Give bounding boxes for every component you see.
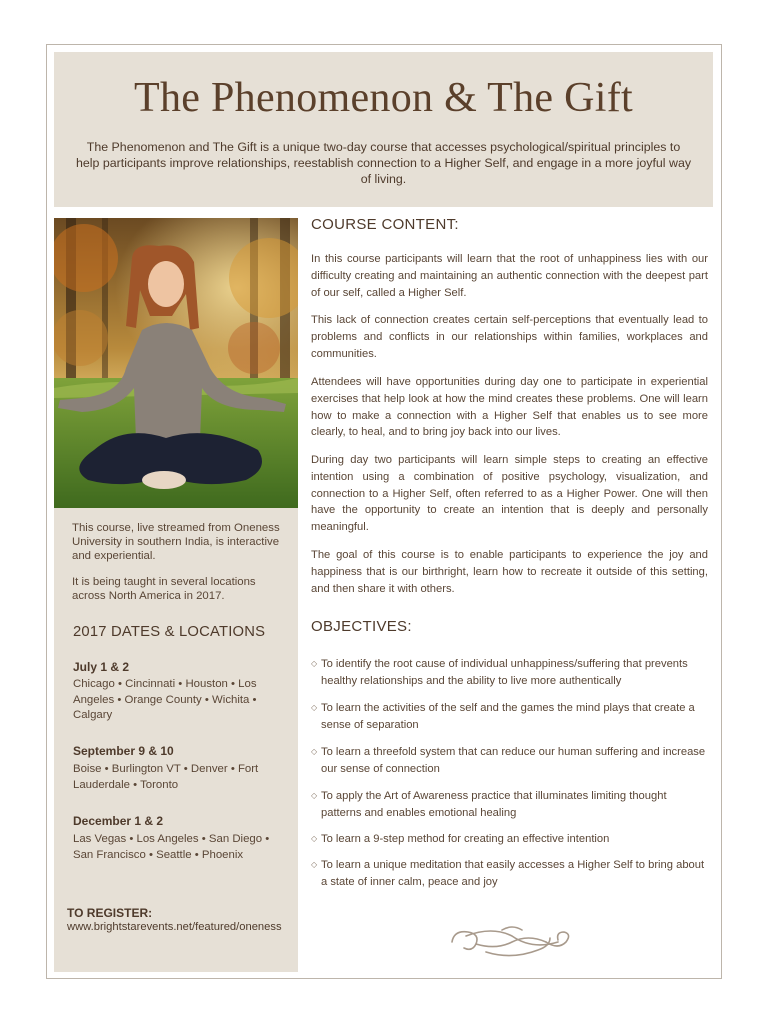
content-paragraph: Attendees will have opportunities during day one to participate in experiential exercises that help look at how the mind creates these problems. One will learn how to make a connection with a Higher Self that enables us to see more clearly, to heal, and to bring joy back into our lives. (311, 376, 708, 439)
diamond-bullet-icon: ◇ (311, 747, 318, 756)
objective-text: To apply the Art of Awareness practice that illuminates limiting thought patterns and enables emotional healing (321, 790, 667, 819)
register-link[interactable]: www.brightstarevents.net/featured/oneness (67, 921, 282, 933)
objective-item (311, 744, 708, 778)
date-cities: Boise • Burlington VT • Denver • Fort Lauderdale • Toronto (73, 763, 259, 791)
page-title: The Phenomenon & The Gift (134, 75, 633, 121)
register-label: TO REGISTER: (67, 906, 153, 920)
dates-heading: 2017 DATES & LOCATIONS (73, 624, 266, 640)
header-banner (54, 52, 713, 207)
diamond-bullet-icon: ◇ (311, 834, 318, 843)
date-title: December 1 & 2 (73, 814, 164, 828)
meditation-photo (54, 218, 298, 508)
objective-text: To learn a 9-step method for creating an effective intention (321, 833, 610, 845)
objective-item (311, 857, 708, 891)
objective-item (311, 831, 708, 848)
intro-text: The Phenomenon and The Gift is a unique two-day course that accesses psychological/spiritual principles to help participants improve relationships, reestablish connection to a Higher Self, and engage in a more joyful way of living. (75, 140, 692, 186)
objective-text: To learn a unique meditation that easily accesses a Higher Self to bring about a state of inner calm, peace and joy (321, 859, 705, 888)
date-title: September 9 & 10 (73, 744, 174, 758)
diamond-bullet-icon: ◇ (311, 703, 318, 712)
content-paragraph: During day two participants will learn simple steps to creating an effective intention using a combination of positive psychology, visualization, and connection to a Higher Self, often referred to as a Higher Power. One will then have the opportunity to create an intention that is deeply and personally meaningful. (311, 454, 708, 534)
content-paragraph: This lack of connection creates certain self-perceptions that eventually lead to problems and conflicts in our relationships within families, workplaces and communities. (311, 314, 708, 360)
objective-item (311, 700, 708, 734)
diamond-bullet-icon: ◇ (311, 659, 318, 668)
content-paragraph: The goal of this course is to enable participants to experience the joy and happiness that is our birthright, learn how to recreate it outside of this setting, and then share it with others. (311, 549, 708, 595)
course-content-heading: COURSE CONTENT: (311, 216, 459, 233)
content-paragraph: In this course participants will learn that the root of unhappiness lies with our difficulty creating and maintaining an authentic connection with the deepest part of our self, called a Higher Self. (311, 253, 708, 299)
date-title: July 1 & 2 (73, 660, 130, 674)
date-cities: Chicago • Cincinnati • Houston • Los Angeles • Orange County • Wichita • Calgary (73, 678, 257, 721)
date-cities: Las Vegas • Los Angeles • San Diego • San Francisco • Seattle • Phoenix (73, 833, 270, 861)
locations-info-text: It is being taught in several locations across North America in 2017. (72, 576, 256, 602)
objective-item (311, 788, 708, 822)
course-info-text: This course, live streamed from Oneness University in southern India, is interactive and experiential. (72, 522, 280, 562)
objective-text: To identify the root cause of individual unhappiness/suffering that prevents healthy relationships and the ability to live more authentically (321, 658, 688, 687)
sidebar (54, 218, 298, 972)
objective-text: To learn the activities of the self and the games the mind plays that create a sense of separation (321, 702, 695, 731)
objectives-heading: OBJECTIVES: (311, 618, 412, 635)
objective-item (311, 656, 708, 690)
diamond-bullet-icon: ◇ (311, 791, 318, 800)
objective-text: To learn a threefold system that can reduce our human suffering and increase our sense of connection (321, 746, 706, 775)
diamond-bullet-icon: ◇ (311, 860, 318, 869)
flourish-ornament-icon (446, 920, 578, 962)
